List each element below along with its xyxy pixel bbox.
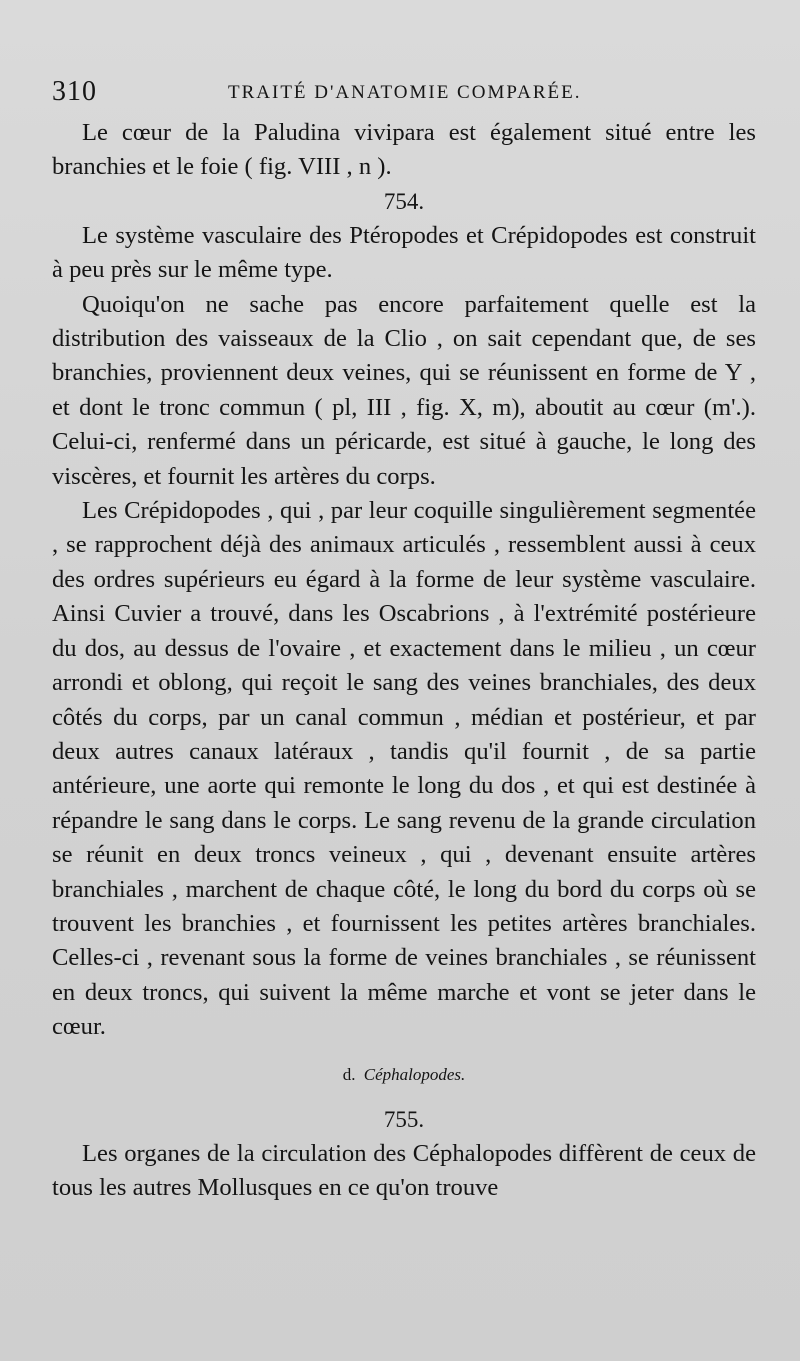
body-text	[52, 116, 756, 1205]
subsection-label: d.	[342, 1064, 356, 1084]
running-title: TRAITÉ D'ANATOMIE COMPARÉE.	[228, 82, 582, 103]
paragraph-pteropodes: Le système vasculaire des Ptéropodes et Crépidopodes est construit à peu près sur le même type.	[52, 221, 756, 284]
paragraph-paludina: Le cœur de la Paludina vivipara est également situé entre les branchies et le foie ( fig. VIII , n ).	[52, 119, 756, 181]
page-header	[52, 76, 756, 116]
paragraph-clio: Quoiqu'on ne sache pas encore parfaitement quelle est la distribution des vaisseaux de la Clio , on sait cependant que, de ses branchies, proviennent deux veines, qui se réunissent en forme de Y , et dont le tronc commun ( pl, III , fig. X, m), aboutit au cœur (m'.). Celui-ci, renfermé dans un péricarde, est situé à gauche, le long des viscères, et fournit les artères du corps.	[52, 290, 756, 490]
subsection-heading	[52, 1053, 756, 1097]
section-number-754: 754.	[383, 188, 425, 214]
page-number: 310	[52, 76, 97, 107]
section-number-755: 755.	[383, 1106, 425, 1132]
paragraph-cephalopodes: Les organes de la circulation des Céphalopodes diffèrent de ceux de tous les autres Mollusques en ce qu'on trouve	[52, 1139, 756, 1201]
paragraph-crepidopodes: Les Crépidopodes , qui , par leur coquille singulièrement segmentée , se rapprochent déjà des animaux articulés , ressemblent aussi à ceux des ordres supérieurs eu égard à la forme de leur système vasculaire. Ainsi Cuvier a trouvé, dans les Oscabrions , à l'extrémité postérieure du dos, au dessus de l'ovaire , et exactement dans le milieu , un cœur arrondi et oblong, qui reçoit le sang des veines branchiales, des deux côtés du corps, par un canal commun , médian et postérieur, et par deux autres canaux latéraux , tandis qu'il fournit , de sa partie antérieure, une aorte qui remonte le long du dos , et qui est destinée à répandre le sang dans le corps. Le sang revenu de la grande circulation se réunit en deux troncs veineux , qui , devenant ensuite artères branchiales , marchent de chaque côté, le long du bord du corps où se trouvent les branchies , et fournissent les petites artères branchiales. Celles-ci , revenant sous la forme de veines branchiales , se réunissent en deux troncs, qui suivent la même marche et vont se jeter dans le cœur.	[52, 497, 756, 1041]
subsection-title: Céphalopodes.	[363, 1064, 466, 1084]
